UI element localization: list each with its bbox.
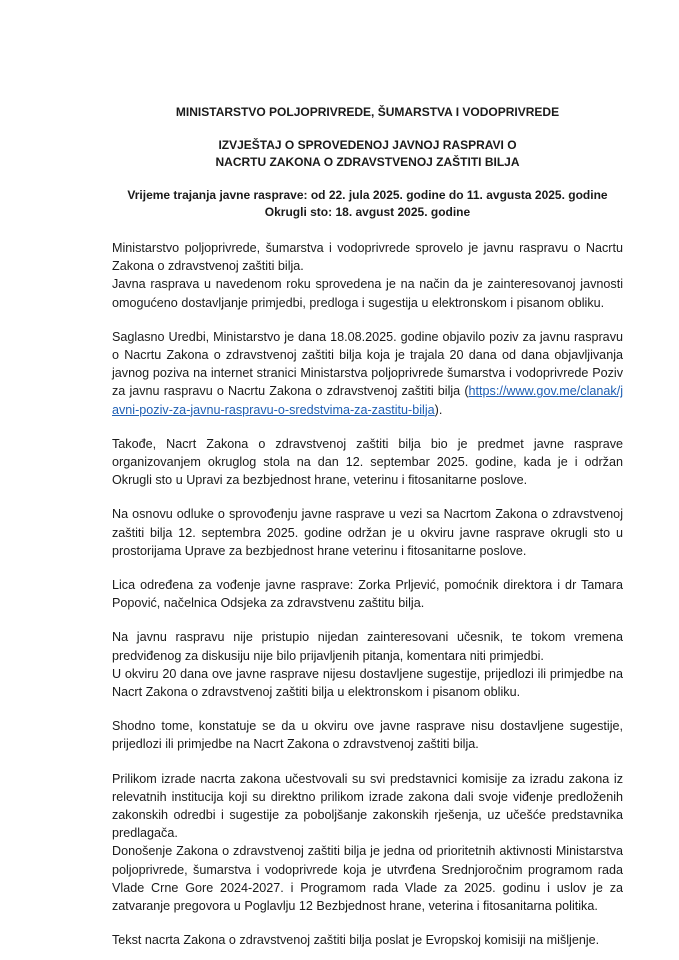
- debate-meta: [112, 187, 623, 221]
- paragraph-priority: Donošenje Zakona o zdravstvenoj zaštiti bilja je jedna od prioritetnih aktivnosti Ministarstva poljoprivrede, šumarstva i vodoprivrede koja je utvrđena Srednjoročnim programom rada Vlade Crne Gore 2024-2027. i Programom rada Vlade za 2025. godinu i uslov je za zatvaranje pregovora u Poglavlju 12 Bezbjednost hrane, veterina i fitosanitarna politika.: [112, 844, 623, 914]
- announcement-text: Saglasno Uredbi, Ministarstvo je dana 18.08.2025. godine objavilo poziv za javnu raspravu o Nacrtu Zakona o zdravstvenoj zaštiti bilja koja je trajala 20 dana od dana objavljivanja javnog poziva na internet stranici Ministarstva poljoprivrede šumarstva i vodoprivrede Poziv za javnu raspravu o Nacrtu Zakona o zdravstvenoj zaštiti bilja (: [112, 329, 623, 399]
- debate-duration: Vrijeme trajanja javne rasprave: od 22. jula 2025. godine do 11. avgusta 2025. godine: [127, 188, 608, 202]
- paragraph-intro: Ministarstvo poljoprivrede, šumarstva i vodoprivrede sprovelo je javnu raspravu o Nacrtu Zakona o zdravstvenoj zaštiti bilja.: [112, 241, 623, 274]
- report-title: [112, 137, 623, 171]
- report-title-line-2: NACRTU ZAKONA O ZDRAVSTVENOJ ZAŠTITI BILJA: [215, 155, 520, 169]
- ministry-heading: MINISTARSTVO POLJOPRIVREDE, ŠUMARSTVA I VODOPRIVREDE: [175, 105, 560, 119]
- round-table-date: Okrugli sto: 18. avgust 2025. godine: [264, 205, 471, 219]
- paragraph-persons: Lica određena za vođenje javne rasprave: Zorka Prljević, pomoćnik direktora i dr Tamara Popović, načelnica Odsjeka za zdravstvenu zaštitu bilja.: [112, 578, 623, 611]
- public-call-link[interactable]: https://www.gov.me/clanak/javni-poziv-za-javnu-raspravu-o-sredstvima-za-zastitu-bilja: [112, 384, 623, 417]
- paragraph-no-submissions: U okviru 20 dana ove javne rasprave nijesu dostavljene sugestije, prijedlozi ili primjedbe na Nacrt Zakona o zdravstvenoj zaštiti bilja u elektronskom i pisanom obliku.: [112, 666, 623, 700]
- paragraph-announcement: [112, 328, 623, 419]
- paragraph-participants: Na javnu raspravu nije pristupio nijedan zainteresovani učesnik, te tokom vremena predviđenog za diskusiju nije bilo prijavljenih pitanja, komentara niti primjedbi.: [112, 630, 623, 663]
- paragraph-method: Javna rasprava u navedenom roku sprovedena je na način da je zainteresovanoj javnosti omogućeno dostavljanje primjedbi, predloga i sugestija u elektronskom i pisanom obliku.: [112, 277, 623, 310]
- paragraph-european-commission: Tekst nacrta Zakona o zdravstvenoj zaštiti bilja poslat je Evropskoj komisiji na mišljenje.: [112, 933, 600, 948]
- paragraph-conclusion: Shodno tome, konstatuje se da u okviru ove javne rasprave nisu dostavljene sugestije, prijedlozi ili primjedbe na Nacrt Zakona o zdravstvenoj zaštiti bilja.: [112, 719, 623, 752]
- report-title-line-1: IZVJEŠTAJ O SPROVEDENOJ JAVNOJ RASPRAVI O: [218, 138, 517, 152]
- paragraph-decision: Na osnovu odluke o sprovođenju javne rasprave u vezi sa Nacrtom Zakona o zdravstvenoj zaštiti bilja 12. septembra 2025. godine održan je u okviru javne rasprave okrugli sto u prostorijama Uprave za bezbjednost hrane veterinu i fitosanitarne poslove.: [112, 507, 623, 558]
- paragraph-commission: Prilikom izrade nacrta zakona učestvovali su svi predstavnici komisije za izradu zakona iz relevatnih institucija koji su direktno prilikom izrade zakona dali svoje viđenje predloženih zakonskih odredbi i sugestije za poboljšanje zakonskih rješenja, uz učešće predstavnika predlagača.: [112, 771, 623, 841]
- paragraph-round-table: Takođe, Nacrt Zakona o zdravstvenoj zaštiti bilja bio je predmet javne rasprave organizovanjem okruglog stola na dan 12. septembar 2025. godine, kada je i održan Okrugli sto u Upravi za bezbjednost hrane, veterinu i fitosanitarne poslove.: [112, 436, 623, 488]
- announcement-end: ).: [434, 402, 443, 417]
